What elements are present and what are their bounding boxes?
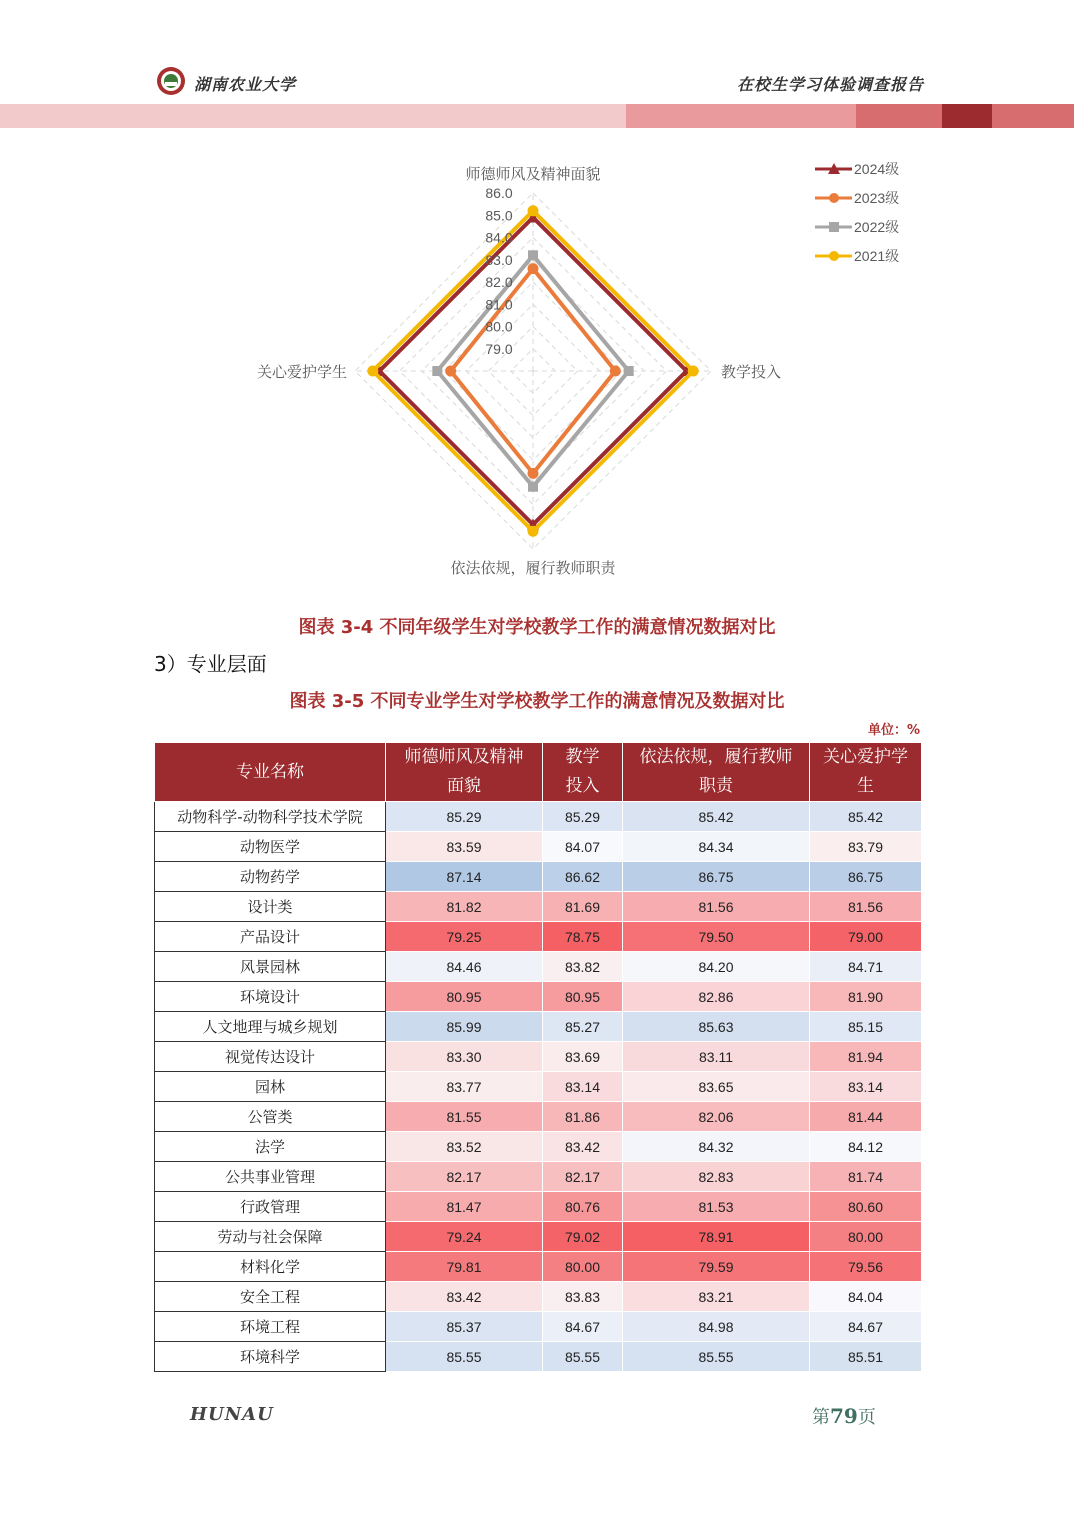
score-cell: 84.20 <box>623 952 810 982</box>
score-cell: 81.47 <box>386 1192 543 1222</box>
table-header-text: 职责 <box>699 776 733 796</box>
table-row <box>155 1102 922 1132</box>
legend-label: 2022级 <box>854 219 900 235</box>
score-cell: 82.06 <box>623 1102 810 1132</box>
table-row <box>155 1072 922 1102</box>
major-satisfaction-table <box>154 742 922 1372</box>
score-cell: 83.14 <box>810 1072 922 1102</box>
table-header-cell <box>386 743 543 802</box>
table-row <box>155 1312 922 1342</box>
score-cell: 85.51 <box>810 1342 922 1372</box>
major-name-cell: 视觉传达设计 <box>155 1042 386 1072</box>
score-cell: 81.56 <box>623 892 810 922</box>
score-cell: 83.82 <box>543 952 623 982</box>
score-cell: 83.77 <box>386 1072 543 1102</box>
header-band-2 <box>626 104 856 128</box>
legend-label: 2021级 <box>854 248 900 264</box>
radar-data-point <box>528 205 539 216</box>
university-logo-icon <box>156 66 186 96</box>
major-name-cell: 产品设计 <box>155 922 386 952</box>
radar-axis-label: 依法依规，履行教师职责 <box>450 559 616 577</box>
section-heading: 3）专业层面 <box>154 652 267 676</box>
legend-item <box>815 248 899 264</box>
score-cell: 83.42 <box>543 1132 623 1162</box>
score-cell: 80.95 <box>543 982 623 1012</box>
table-header-text: 师德师风及精神 <box>404 747 524 767</box>
score-cell: 83.69 <box>543 1042 623 1072</box>
score-cell: 80.00 <box>543 1252 623 1282</box>
legend-marker <box>829 251 839 261</box>
major-name-cell: 法学 <box>155 1132 386 1162</box>
score-cell: 79.24 <box>386 1222 543 1252</box>
grade-satisfaction-radar-chart <box>0 140 1074 590</box>
table-header-text: 依法依规，履行教师 <box>639 747 793 767</box>
score-cell: 83.59 <box>386 832 543 862</box>
header-report-title: 在校生学习体验调查报告 <box>736 75 924 94</box>
figure-caption: 图表 3-4 不同年级学生对学校教学工作的满意情况数据对比 <box>298 617 776 638</box>
legend-item <box>815 219 899 235</box>
table-row <box>155 892 922 922</box>
major-name-cell: 材料化学 <box>155 1252 386 1282</box>
table-row <box>155 832 922 862</box>
radar-tick-label: 81.0 <box>485 296 513 313</box>
score-cell: 85.99 <box>386 1012 543 1042</box>
score-cell: 83.14 <box>543 1072 623 1102</box>
score-cell: 83.42 <box>386 1282 543 1312</box>
score-cell: 84.32 <box>623 1132 810 1162</box>
score-cell: 85.55 <box>623 1342 810 1372</box>
table-header-text: 生 <box>857 776 874 796</box>
table-row <box>155 1042 922 1072</box>
score-cell: 85.29 <box>386 802 543 832</box>
radar-tick-label: 79.0 <box>485 340 513 357</box>
radar-tick-label: 80.0 <box>485 318 513 335</box>
major-name-cell: 动物药学 <box>155 862 386 892</box>
score-cell: 83.30 <box>386 1042 543 1072</box>
major-name-cell: 劳动与社会保障 <box>155 1222 386 1252</box>
major-name-cell: 环境设计 <box>155 982 386 1012</box>
score-cell: 81.44 <box>810 1102 922 1132</box>
major-name-cell: 人文地理与城乡规划 <box>155 1012 386 1042</box>
score-cell: 83.52 <box>386 1132 543 1162</box>
page-number-value: 79 <box>830 1404 858 1428</box>
score-cell: 84.67 <box>543 1312 623 1342</box>
major-name-cell: 动物医学 <box>155 832 386 862</box>
header-university-name: 湖南农业大学 <box>194 75 297 94</box>
table-header-text: 关心爱护学 <box>823 747 908 767</box>
table-row <box>155 1132 922 1162</box>
header-band-1 <box>0 104 626 128</box>
table-unit: 单位：% <box>867 723 920 738</box>
score-cell: 81.94 <box>810 1042 922 1072</box>
score-cell: 81.86 <box>543 1102 623 1132</box>
major-name-cell: 动物科学-动物科学技术学院 <box>155 802 386 832</box>
score-cell: 79.25 <box>386 922 543 952</box>
score-cell: 84.34 <box>623 832 810 862</box>
table-header-cell <box>623 743 810 802</box>
score-cell: 85.55 <box>386 1342 543 1372</box>
radar-data-point <box>624 366 634 376</box>
radar-tick-label: 84.0 <box>485 229 513 246</box>
radar-tick-label: 86.0 <box>485 185 513 201</box>
score-cell: 84.07 <box>543 832 623 862</box>
table-header-cell <box>543 743 623 802</box>
score-cell: 85.37 <box>386 1312 543 1342</box>
score-cell: 86.62 <box>543 862 623 892</box>
score-cell: 80.76 <box>543 1192 623 1222</box>
legend-label: 2024级 <box>854 161 900 177</box>
radar-tick-label: 82.0 <box>485 274 513 290</box>
radar-data-point <box>528 263 539 274</box>
score-cell: 81.90 <box>810 982 922 1012</box>
radar-data-point <box>528 250 538 260</box>
score-cell: 81.74 <box>810 1162 922 1192</box>
radar-tick-label: 85.0 <box>485 207 513 224</box>
score-cell: 84.98 <box>623 1312 810 1342</box>
score-cell: 85.27 <box>543 1012 623 1042</box>
table-row <box>155 1162 922 1192</box>
radar-axis-label: 教学投入 <box>721 363 782 381</box>
major-name-cell: 公共事业管理 <box>155 1162 386 1192</box>
table-header-cell <box>810 743 922 802</box>
score-cell: 81.56 <box>810 892 922 922</box>
table-header-cell <box>155 743 386 802</box>
score-cell: 83.83 <box>543 1282 623 1312</box>
table-row <box>155 1252 922 1282</box>
score-cell: 84.46 <box>386 952 543 982</box>
score-cell: 79.81 <box>386 1252 543 1282</box>
score-cell: 82.86 <box>623 982 810 1012</box>
radar-data-point <box>528 468 539 479</box>
score-cell: 84.04 <box>810 1282 922 1312</box>
score-cell: 85.63 <box>623 1012 810 1042</box>
major-name-cell: 安全工程 <box>155 1282 386 1312</box>
table-row <box>155 952 922 982</box>
major-name-cell: 设计类 <box>155 892 386 922</box>
score-cell: 81.53 <box>623 1192 810 1222</box>
page-number <box>812 1403 876 1429</box>
table-caption: 图表 3-5 不同专业学生对学校教学工作的满意情况及数据对比 <box>289 691 785 712</box>
score-cell: 81.69 <box>543 892 623 922</box>
table-row <box>155 1012 922 1042</box>
radar-data-point <box>688 366 699 377</box>
legend-item <box>815 190 899 206</box>
table-row <box>155 922 922 952</box>
radar-data-point <box>367 366 378 377</box>
score-cell: 85.55 <box>543 1342 623 1372</box>
table-header-text: 面貌 <box>447 776 481 796</box>
score-cell: 78.91 <box>623 1222 810 1252</box>
major-name-cell: 环境科学 <box>155 1342 386 1372</box>
table-row <box>155 982 922 1012</box>
score-cell: 79.00 <box>810 922 922 952</box>
score-cell: 78.75 <box>543 922 623 952</box>
radar-data-point <box>432 366 442 376</box>
page-prefix: 第 <box>812 1407 830 1428</box>
table-row <box>155 1192 922 1222</box>
score-cell: 85.15 <box>810 1012 922 1042</box>
score-cell: 85.42 <box>623 802 810 832</box>
score-cell: 87.14 <box>386 862 543 892</box>
score-cell: 85.29 <box>543 802 623 832</box>
score-cell: 79.56 <box>810 1252 922 1282</box>
table-row <box>155 1342 922 1372</box>
score-cell: 82.17 <box>543 1162 623 1192</box>
table-row <box>155 1282 922 1312</box>
radar-data-point <box>528 526 539 537</box>
score-cell: 79.50 <box>623 922 810 952</box>
score-cell: 80.60 <box>810 1192 922 1222</box>
score-cell: 83.21 <box>623 1282 810 1312</box>
table-row <box>155 862 922 892</box>
header-band-3 <box>856 104 942 128</box>
legend-item <box>815 161 899 177</box>
score-cell: 86.75 <box>810 862 922 892</box>
major-name-cell: 行政管理 <box>155 1192 386 1222</box>
page-suffix: 页 <box>857 1407 876 1428</box>
radar-axis-label: 关心爱护学生 <box>256 363 347 381</box>
score-cell: 84.71 <box>810 952 922 982</box>
legend-marker <box>829 193 839 203</box>
score-cell: 81.55 <box>386 1102 543 1132</box>
score-cell: 80.00 <box>810 1222 922 1252</box>
footer-hunau: HUNAU <box>190 1404 274 1425</box>
radar-data-point <box>610 366 621 377</box>
score-cell: 84.67 <box>810 1312 922 1342</box>
score-cell: 83.65 <box>623 1072 810 1102</box>
score-cell: 86.75 <box>623 862 810 892</box>
major-name-cell: 园林 <box>155 1072 386 1102</box>
score-cell: 85.42 <box>810 802 922 832</box>
score-cell: 81.82 <box>386 892 543 922</box>
score-cell: 83.11 <box>623 1042 810 1072</box>
radar-data-point <box>528 482 538 492</box>
score-cell: 80.95 <box>386 982 543 1012</box>
legend-marker <box>829 222 839 232</box>
header-band-4 <box>942 104 992 128</box>
table-header-row <box>155 743 922 802</box>
table-row <box>155 802 922 832</box>
table-header-text: 教学 <box>565 747 600 767</box>
header-band-5 <box>992 104 1074 128</box>
table-header-text: 专业名称 <box>236 761 304 782</box>
score-cell: 84.12 <box>810 1132 922 1162</box>
radar-axis-label: 师德师风及精神面貌 <box>465 165 601 183</box>
major-name-cell: 风景园林 <box>155 952 386 982</box>
score-cell: 82.83 <box>623 1162 810 1192</box>
score-cell: 79.02 <box>543 1222 623 1252</box>
score-cell: 82.17 <box>386 1162 543 1192</box>
radar-tick-label: 83.0 <box>485 251 513 268</box>
table-row <box>155 1222 922 1252</box>
score-cell: 83.79 <box>810 832 922 862</box>
major-name-cell: 公管类 <box>155 1102 386 1132</box>
table-header-text: 投入 <box>565 776 600 796</box>
score-cell: 79.59 <box>623 1252 810 1282</box>
radar-data-point <box>445 366 456 377</box>
major-name-cell: 环境工程 <box>155 1312 386 1342</box>
legend-label: 2023级 <box>854 190 900 206</box>
